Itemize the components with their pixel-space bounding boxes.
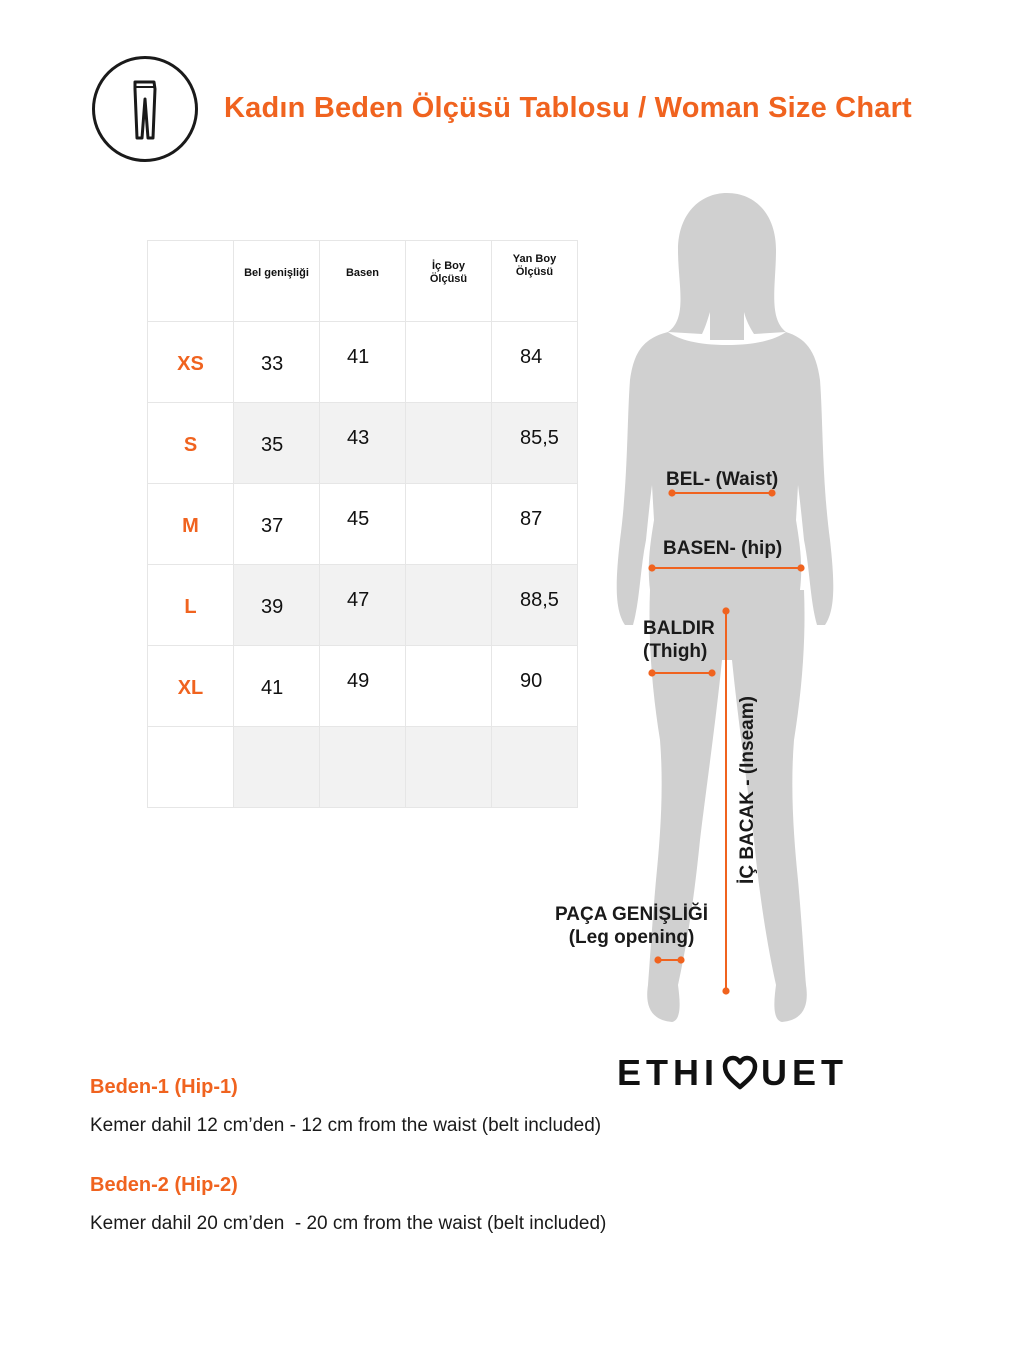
pants-icon-badge [92, 56, 198, 162]
size-cell: S [148, 403, 234, 484]
table-row [148, 484, 578, 565]
outseam-cell: 87 [492, 484, 578, 565]
size-cell: XL [148, 646, 234, 727]
size-cell: M [148, 484, 234, 565]
hip-cell: 41 [320, 322, 406, 403]
note-text-hip2: Kemer dahil 20 cm’den - 20 cm from the waist (belt included) [90, 1213, 607, 1234]
table-header-outseam: Yan Boy Ölçüsü [492, 241, 578, 322]
thigh-label-line2: (Thigh) [643, 641, 708, 662]
hip-cell [320, 727, 406, 808]
inseam-cell [406, 565, 492, 646]
outseam-cell: 90 [492, 646, 578, 727]
hip-label: BASEN- (hip) [663, 538, 783, 559]
size-cell [148, 727, 234, 808]
table-row [148, 646, 578, 727]
table-header-waist: Bel genişliği [234, 241, 320, 322]
size-cell: L [148, 565, 234, 646]
size-cell: XS [148, 322, 234, 403]
pants-icon [95, 59, 195, 159]
waist-label: BEL- (Waist) [666, 469, 779, 490]
waist-cell [234, 727, 320, 808]
brand-name-part2: UET [761, 1052, 849, 1093]
size-table [147, 240, 578, 808]
hip-cell: 45 [320, 484, 406, 565]
hip-cell: 43 [320, 403, 406, 484]
thigh-label [643, 617, 715, 663]
outseam-cell: 88,5 [492, 565, 578, 646]
hip-cell: 49 [320, 646, 406, 727]
leg-opening-label [555, 903, 708, 949]
table-row [148, 565, 578, 646]
brand-name-part1: ETHI [617, 1052, 720, 1093]
hip-cell: 47 [320, 565, 406, 646]
leg-opening-label-line1: PAÇA GENİŞLİĞİ [555, 904, 709, 925]
note-title-hip1: Beden-1 (Hip-1) [90, 1076, 238, 1098]
inseam-label: İÇ BACAK - (Inseam) [737, 696, 758, 884]
inseam-cell [406, 403, 492, 484]
note-text-hip1: Kemer dahil 12 cm’den - 12 cm from the waist (belt included) [90, 1115, 602, 1136]
table-row-empty [148, 727, 578, 808]
leg-opening-label-line2: (Leg opening) [568, 927, 695, 948]
table-header-inseam: İç Boy Ölçüsü [406, 241, 492, 322]
brand-logo [617, 1052, 848, 1094]
waist-cell: 35 [234, 403, 320, 484]
waist-cell: 41 [234, 646, 320, 727]
waist-cell: 39 [234, 565, 320, 646]
table-row [148, 403, 578, 484]
outseam-cell: 84 [492, 322, 578, 403]
inseam-cell [406, 646, 492, 727]
inseam-cell [406, 727, 492, 808]
table-header-corner [148, 241, 234, 322]
heart-icon [722, 1055, 758, 1091]
outseam-cell [492, 727, 578, 808]
waist-cell: 37 [234, 484, 320, 565]
page-title: Kadın Beden Ölçüsü Tablosu / Woman Size Chart [224, 92, 912, 124]
inseam-cell [406, 322, 492, 403]
table-row [148, 322, 578, 403]
outseam-cell: 85,5 [492, 403, 578, 484]
table-header-row [148, 241, 578, 322]
inseam-cell [406, 484, 492, 565]
waist-cell: 33 [234, 322, 320, 403]
thigh-label-line1: BALDIR [643, 618, 715, 639]
table-header-hip: Basen [320, 241, 406, 322]
note-title-hip2: Beden-2 (Hip-2) [90, 1174, 238, 1196]
